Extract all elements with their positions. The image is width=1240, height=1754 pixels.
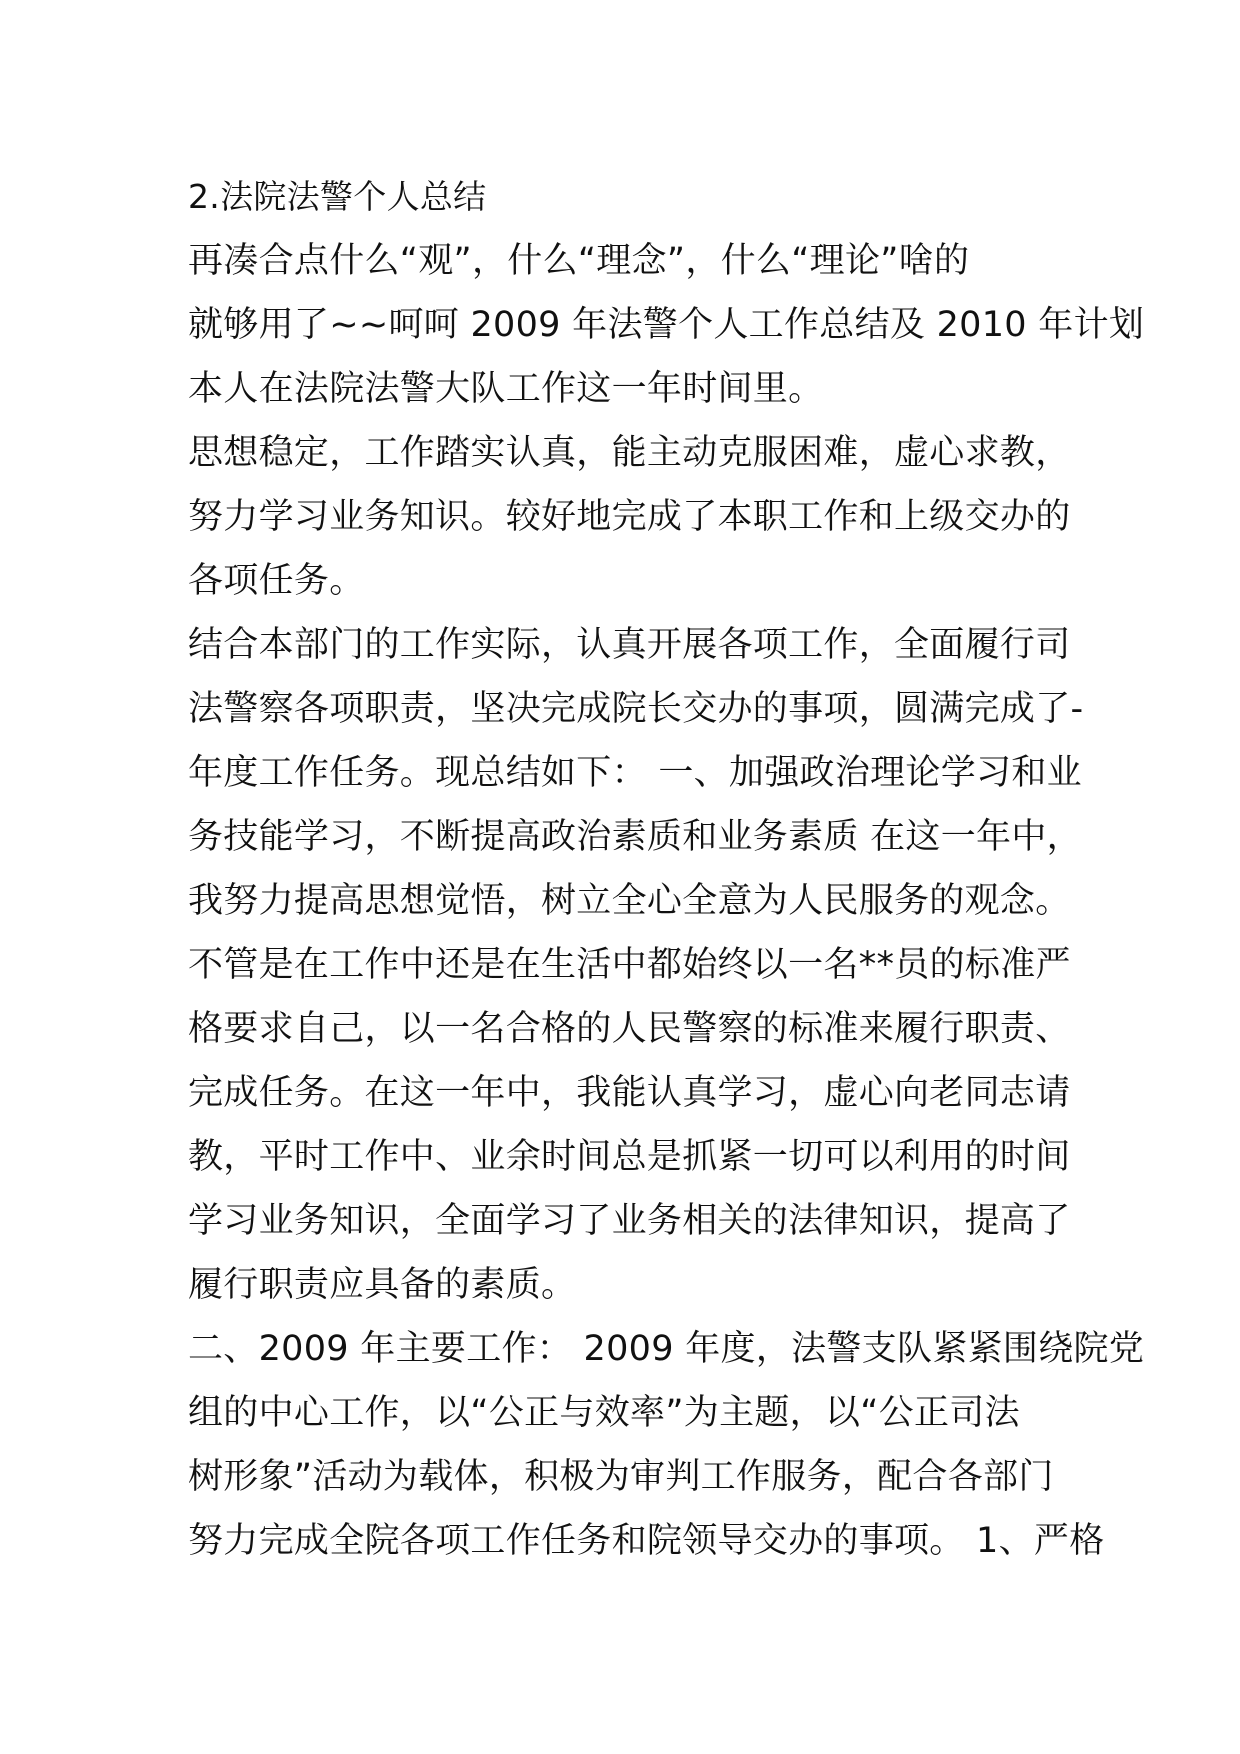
text-line: 努力完成全院各项工作任务和院领导交办的事项。 1、严格 bbox=[188, 1521, 1105, 1561]
text-line: 完成任务。在这一年中，我能认真学习，虚心向老同志请 bbox=[188, 1073, 1071, 1113]
text-line: 各项任务。 bbox=[188, 561, 365, 601]
text-line: 教，平时工作中、业余时间总是抓紧一切可以利用的时间 bbox=[188, 1137, 1071, 1177]
text-line: 年度工作任务。现总结如下： 一、加强政治理论学习和业 bbox=[188, 753, 1082, 793]
text-line: 思想稳定，工作踏实认真，能主动克服困难，虚心求教， bbox=[188, 433, 1071, 473]
text-line: 履行职责应具备的素质。 bbox=[188, 1265, 577, 1305]
text-line: 务技能学习，不断提高政治素质和业务素质 在这一年中， bbox=[188, 817, 1082, 857]
text-line: 学习业务知识，全面学习了业务相关的法律知识，提高了 bbox=[188, 1201, 1071, 1241]
document-title: 2.法院法警个人总结 bbox=[188, 177, 487, 216]
text-line: 法警察各项职责，坚决完成院长交办的事项，圆满完成了- bbox=[188, 689, 1084, 729]
text-line: 我努力提高思想觉悟，树立全心全意为人民服务的观念。 bbox=[188, 881, 1071, 921]
text-line: 二、2009 年主要工作： 2009 年度，法警支队紧紧围绕院党 bbox=[188, 1329, 1145, 1369]
text-line: 再凑合点什么“观”，什么“理念”，什么“理论”啥的 bbox=[188, 241, 970, 281]
text-line: 努力学习业务知识。较好地完成了本职工作和上级交办的 bbox=[188, 497, 1071, 537]
text-line: 不管是在工作中还是在生活中都始终以一名**员的标准严 bbox=[188, 945, 1071, 985]
text-line: 格要求自己，以一名合格的人民警察的标准来履行职责、 bbox=[188, 1009, 1071, 1049]
text-line: 结合本部门的工作实际，认真开展各项工作，全面履行司 bbox=[188, 625, 1071, 665]
text-line: 树形象”活动为载体，积极为审判工作服务，配合各部门 bbox=[188, 1457, 1054, 1497]
document-body bbox=[188, 165, 1145, 1573]
text-line: 组的中心工作，以“公正与效率”为主题，以“公正司法 bbox=[188, 1393, 1020, 1433]
text-line: 本人在法院法警大队工作这一年时间里。 bbox=[188, 369, 824, 409]
text-line: 就够用了~~呵呵 2009 年法警个人工作总结及 2010 年计划 bbox=[188, 305, 1145, 345]
